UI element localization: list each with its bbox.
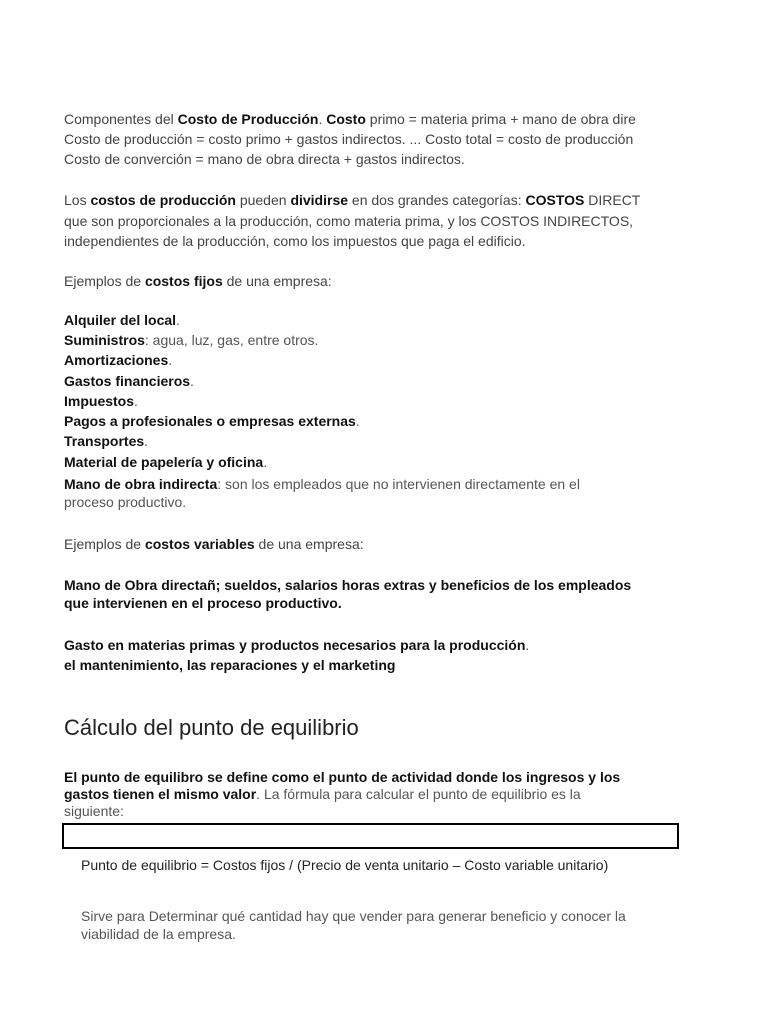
item-rest: . — [168, 352, 173, 368]
text-bold: El punto de equilibro se define como el punto de actividad donde los ingresos y los — [64, 769, 621, 785]
text-run: . — [318, 111, 327, 127]
text-run: siguiente: — [64, 803, 124, 819]
text-bold: costos de producción — [90, 192, 236, 208]
section-heading: Cálculo del punto de equilibrio — [64, 715, 359, 740]
text-bold: Costo — [326, 111, 366, 127]
text-run: Los — [64, 192, 91, 208]
item-rest: : son los empleados que no intervienen directamente en el — [217, 476, 580, 492]
text-run: de una empresa: — [222, 273, 332, 289]
paragraph-2-line-2: que son proporcionales a la producción, como materia prima, y los COSTOS INDIRECTOS, — [64, 213, 634, 229]
item-rest: . — [190, 373, 194, 389]
text-bold: COSTOS — [525, 192, 585, 208]
equilibrium-paragraph-line-2 — [64, 785, 581, 803]
item-rest: . — [176, 312, 180, 328]
paragraph-1-line-1 — [64, 110, 678, 128]
fixed-cost-item — [64, 351, 172, 369]
paragraph-1-line-2: Costo de producción = costo primo + gastos indirectos. ... Costo total = costo de producción — [64, 131, 634, 147]
text-run: . La fórmula para calcular el punto de equilibrio es la — [256, 786, 581, 802]
paragraph-2-line-3: independientes de la producción, como los impuestos que paga el edificio. — [64, 233, 526, 249]
item-label: Impuestos — [64, 393, 135, 409]
equilibrium-paragraph-line-3 — [64, 802, 124, 820]
fixed-cost-item-continuation — [64, 493, 186, 511]
variable-cost-item — [64, 656, 395, 674]
purpose-line-2: viabilidad de la empresa. — [81, 926, 236, 942]
variable-cost-item-continuation — [64, 594, 342, 612]
text-run: Ejemplos de — [64, 536, 145, 552]
item-label: Suministros — [64, 332, 145, 348]
item-label: Pagos a profesionales o empresas externas — [64, 413, 356, 429]
fixed-cost-item — [64, 432, 148, 450]
fixed-cost-item — [64, 453, 267, 471]
paragraph-2-line-1 — [64, 191, 678, 209]
variable-cost-item — [64, 576, 631, 594]
item-label: Amortizaciones — [64, 352, 169, 368]
text-run: Ejemplos de — [64, 273, 145, 289]
equilibrium-paragraph-line-1 — [64, 768, 620, 786]
text-run: en dos grandes categorías: — [348, 192, 526, 208]
item-label: Mano de Obra directañ; sueldos, salarios horas extras y beneficios de los empleados — [64, 577, 632, 593]
item-rest: . — [134, 393, 138, 409]
formula-text: Punto de equilibrio = Costos fijos / (Precio de venta unitario – Costo variable unitario) — [81, 857, 609, 873]
text-run: pueden — [235, 192, 291, 208]
variable-cost-item — [64, 636, 529, 654]
item-label: Transportes — [64, 433, 145, 449]
purpose-line-1: Sirve para Determinar qué cantidad hay que vender para generar beneficio y conocer la — [81, 908, 626, 924]
text-bold: Costo de Producción — [177, 111, 319, 127]
variable-costs-intro — [64, 535, 364, 553]
item-label: Mano de obra indirecta — [64, 476, 218, 492]
fixed-costs-intro — [64, 272, 332, 290]
item-rest: . — [525, 637, 530, 653]
text-bold: dividirse — [290, 192, 349, 208]
fixed-cost-item — [64, 392, 138, 410]
item-label: que intervienen en el proceso productivo. — [64, 595, 342, 611]
text-run: primo = materia prima + mano de obra dire — [365, 111, 636, 127]
fixed-cost-item — [64, 372, 194, 390]
item-label: Material de papelería y oficina — [64, 454, 264, 470]
fixed-cost-item — [64, 331, 318, 349]
item-label: el mantenimiento, las reparaciones y el marketing — [64, 657, 396, 673]
empty-bordered-box — [62, 823, 679, 849]
item-label: Gasto en materias primas y productos necesarios para la producción — [64, 637, 526, 653]
item-rest: : agua, luz, gas, entre otros. — [144, 332, 319, 348]
text-bold: gastos tienen el mismo valor — [64, 786, 257, 802]
fixed-cost-item — [64, 311, 180, 329]
text-run: DIRECT — [584, 192, 641, 208]
item-rest: . — [144, 433, 149, 449]
item-rest: . — [263, 454, 268, 470]
item-rest: proceso productivo. — [64, 494, 187, 510]
fixed-cost-item — [64, 475, 580, 493]
text-run: de una empresa: — [254, 536, 364, 552]
text-bold: costos fijos — [144, 273, 223, 289]
item-label: Alquiler del local — [64, 312, 177, 328]
text-run: Componentes del — [64, 111, 178, 127]
fixed-cost-item — [64, 412, 360, 430]
item-rest: . — [355, 413, 360, 429]
text-bold: costos variables — [144, 536, 255, 552]
paragraph-1-line-3: Costo de converción = mano de obra directa + gastos indirectos. — [64, 151, 465, 167]
item-label: Gastos financieros — [64, 373, 191, 389]
